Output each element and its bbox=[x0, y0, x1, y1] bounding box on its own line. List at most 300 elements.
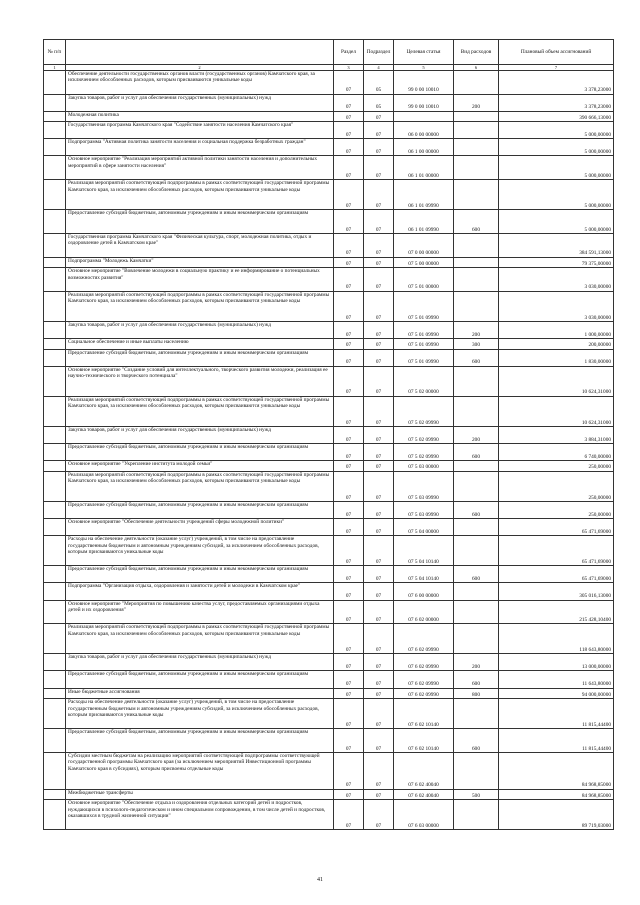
table-row bbox=[44, 600, 614, 624]
row-name-cell: Основное мероприятие "Обеспечение деятельности учреждений сферы молодежной политики" bbox=[66, 519, 334, 536]
row-target-article-cell: 07 6 02 40040 bbox=[394, 752, 454, 789]
table-row bbox=[44, 291, 614, 321]
table-row bbox=[44, 122, 614, 139]
row-amount-cell: 11 815,44400 bbox=[499, 729, 614, 753]
row-number-cell bbox=[44, 122, 66, 139]
row-section-cell: 07 bbox=[334, 349, 364, 366]
row-name-cell: Подпрограмма "Молодежь Камчатки" bbox=[66, 257, 334, 268]
row-expense-type-cell: 600 bbox=[454, 210, 499, 234]
row-name-cell: Подпрограмма "Организация отдыха, оздоровления и занятости детей и молодежи в Камчатском крае" bbox=[66, 583, 334, 600]
row-section-cell: 07 bbox=[334, 600, 364, 624]
row-expense-type-cell bbox=[454, 461, 499, 472]
row-expense-type-cell: 600 bbox=[454, 566, 499, 583]
row-amount-cell: 10 624,31000 bbox=[499, 366, 614, 396]
table-row bbox=[44, 800, 614, 830]
row-expense-type-cell bbox=[454, 600, 499, 624]
row-expense-type-cell: 600 bbox=[454, 444, 499, 461]
row-section-cell: 07 bbox=[334, 671, 364, 688]
row-expense-type-cell bbox=[454, 257, 499, 268]
row-number-cell bbox=[44, 654, 66, 671]
row-target-article-cell: 07 6 02 40040 bbox=[394, 789, 454, 800]
row-subsection-cell: 07 bbox=[364, 233, 394, 257]
row-amount-cell: 5 000,00000 bbox=[499, 210, 614, 234]
row-number-cell bbox=[44, 752, 66, 789]
header-section: Раздел bbox=[334, 40, 364, 65]
row-amount-cell: 250,00000 bbox=[499, 471, 614, 501]
row-target-article-cell: 07 6 02 00000 bbox=[394, 600, 454, 624]
row-number-cell bbox=[44, 699, 66, 729]
row-name-cell: Государственная программа Камчатского края "Содействие занятости населения Камчатского края" bbox=[66, 122, 334, 139]
row-section-cell: 07 bbox=[334, 139, 364, 156]
table-row bbox=[44, 519, 614, 536]
row-number-cell bbox=[44, 461, 66, 472]
row-amount-cell: 5 000,00000 bbox=[499, 122, 614, 139]
row-number-cell bbox=[44, 519, 66, 536]
row-name-cell: Социальное обеспечение и иные выплаты населению bbox=[66, 339, 334, 350]
row-target-article-cell: 07 5 03 00000 bbox=[394, 461, 454, 472]
row-section-cell: 07 bbox=[334, 122, 364, 139]
row-name-cell: Основное мероприятие "Укрепление института молодой семьи" bbox=[66, 461, 334, 472]
col-index: 6 bbox=[454, 65, 499, 71]
row-name-cell: Основное мероприятие "Реализация мероприятий активной политики занятости населения и дополнительных мероприятий в сфере занятости населения" bbox=[66, 156, 334, 180]
row-target-article-cell: 07 6 02 09990 bbox=[394, 624, 454, 654]
row-target-article-cell: 07 6 02 09990 bbox=[394, 671, 454, 688]
row-amount-cell: 3 030,00000 bbox=[499, 268, 614, 292]
row-target-article-cell: 07 5 01 00000 bbox=[394, 268, 454, 292]
row-amount-cell: 3 884,31000 bbox=[499, 427, 614, 444]
row-expense-type-cell bbox=[454, 624, 499, 654]
row-subsection-cell: 07 bbox=[364, 444, 394, 461]
row-target-article-cell: 07 5 02 09990 bbox=[394, 396, 454, 426]
row-expense-type-cell bbox=[454, 111, 499, 122]
table-row bbox=[44, 94, 614, 111]
row-name-cell: Подпрограмма "Активная политика занятости населения и социальная поддержка безработных граждан" bbox=[66, 139, 334, 156]
row-number-cell bbox=[44, 156, 66, 180]
row-target-article-cell: 07 5 00 00000 bbox=[394, 257, 454, 268]
table-row bbox=[44, 566, 614, 583]
table-row bbox=[44, 180, 614, 210]
row-expense-type-cell: 200 bbox=[454, 427, 499, 444]
row-target-article-cell: 07 5 04 10140 bbox=[394, 536, 454, 566]
row-expense-type-cell bbox=[454, 800, 499, 830]
row-amount-cell: 5 000,00000 bbox=[499, 156, 614, 180]
row-section-cell: 07 bbox=[334, 268, 364, 292]
row-name-cell: Предоставление субсидий бюджетным, автономным учреждениям и иным некоммерческим организациям bbox=[66, 729, 334, 753]
row-name-cell: Закупка товаров, работ и услуг для обеспечения государственных (муниципальных) нужд bbox=[66, 321, 334, 338]
row-section-cell: 07 bbox=[334, 366, 364, 396]
row-number-cell bbox=[44, 71, 66, 95]
row-name-cell: Закупка товаров, работ и услуг для обеспечения государственных (муниципальных) нужд bbox=[66, 427, 334, 444]
table-row bbox=[44, 268, 614, 292]
table-row bbox=[44, 501, 614, 518]
row-subsection-cell: 07 bbox=[364, 257, 394, 268]
row-section-cell: 07 bbox=[334, 339, 364, 350]
row-number-cell bbox=[44, 139, 66, 156]
table-row bbox=[44, 349, 614, 366]
row-name-cell: Основное мероприятие "Мероприятия по повышению качества услуг, предоставляемых организациями отдыха детей и их оздоровления" bbox=[66, 600, 334, 624]
row-name-cell: Предоставление субсидий бюджетным, автономным учреждениям и иным некоммерческим организациям bbox=[66, 210, 334, 234]
row-subsection-cell: 07 bbox=[364, 688, 394, 699]
row-section-cell: 07 bbox=[334, 427, 364, 444]
row-target-article-cell: 99 0 00 10010 bbox=[394, 94, 454, 111]
row-number-cell bbox=[44, 444, 66, 461]
row-name-cell: Предоставление субсидий бюджетным, автономным учреждениям и иным некоммерческим организациям bbox=[66, 349, 334, 366]
table-row bbox=[44, 210, 614, 234]
row-number-cell bbox=[44, 624, 66, 654]
row-number-cell bbox=[44, 536, 66, 566]
row-amount-cell: 390 666,13000 bbox=[499, 111, 614, 122]
row-subsection-cell: 07 bbox=[364, 699, 394, 729]
row-name-cell: Предоставление субсидий бюджетным, автономным учреждениям и иным некоммерческим организациям bbox=[66, 501, 334, 518]
row-name-cell: Реализация мероприятий соответствующей подпрограммы в рамках соответствующей государственной программы Камчатского края, за исключением обособленных расходов, которым присваиваются уникальные коды bbox=[66, 180, 334, 210]
row-target-article-cell: 06 1 01 09990 bbox=[394, 210, 454, 234]
row-target-article-cell: 06 1 01 09990 bbox=[394, 180, 454, 210]
table-row bbox=[44, 789, 614, 800]
row-amount-cell: 5 000,00000 bbox=[499, 180, 614, 210]
col-index: 5 bbox=[394, 65, 454, 71]
row-target-article-cell: 07 5 04 00000 bbox=[394, 519, 454, 536]
row-expense-type-cell bbox=[454, 233, 499, 257]
row-expense-type-cell bbox=[454, 71, 499, 95]
row-expense-type-cell bbox=[454, 471, 499, 501]
row-subsection-cell: 07 bbox=[364, 268, 394, 292]
row-subsection-cell: 07 bbox=[364, 156, 394, 180]
row-amount-cell: 65 471,69000 bbox=[499, 566, 614, 583]
row-number-cell bbox=[44, 94, 66, 111]
row-name-cell: Реализация мероприятий соответствующей подпрограммы в рамках соответствующей государственной программы Камчатского края, за исключением обособленных расходов, которым присваиваются уникальные коды bbox=[66, 471, 334, 501]
row-section-cell: 07 bbox=[334, 71, 364, 95]
table-row bbox=[44, 339, 614, 350]
row-amount-cell: 384 591,13000 bbox=[499, 233, 614, 257]
row-subsection-cell: 07 bbox=[364, 654, 394, 671]
row-amount-cell: 118 643,80000 bbox=[499, 624, 614, 654]
row-number-cell bbox=[44, 566, 66, 583]
row-section-cell: 07 bbox=[334, 752, 364, 789]
row-section-cell: 07 bbox=[334, 291, 364, 321]
row-number-cell bbox=[44, 729, 66, 753]
row-amount-cell: 3 378,23000 bbox=[499, 94, 614, 111]
table-row bbox=[44, 729, 614, 753]
row-expense-type-cell bbox=[454, 180, 499, 210]
row-amount-cell: 13 000,00000 bbox=[499, 654, 614, 671]
row-expense-type-cell: 200 bbox=[454, 321, 499, 338]
row-subsection-cell: 07 bbox=[364, 139, 394, 156]
row-expense-type-cell bbox=[454, 536, 499, 566]
table-row bbox=[44, 71, 614, 95]
row-subsection-cell: 05 bbox=[364, 94, 394, 111]
row-section-cell: 07 bbox=[334, 654, 364, 671]
row-number-cell bbox=[44, 427, 66, 444]
row-section-cell: 07 bbox=[334, 396, 364, 426]
row-section-cell: 07 bbox=[334, 566, 364, 583]
row-name-cell: Реализация мероприятий соответствующей подпрограммы в рамках соответствующей государственной программы Камчатского края, за исключением обособленных расходов, которым присваиваются уникальные коды bbox=[66, 624, 334, 654]
row-number-cell bbox=[44, 366, 66, 396]
header-name bbox=[66, 40, 334, 65]
row-target-article-cell: 07 5 02 09990 bbox=[394, 427, 454, 444]
row-expense-type-cell: 200 bbox=[454, 654, 499, 671]
row-amount-cell: 65 471,69000 bbox=[499, 536, 614, 566]
row-subsection-cell: 07 bbox=[364, 583, 394, 600]
table-row bbox=[44, 321, 614, 338]
col-index: 3 bbox=[334, 65, 364, 71]
row-amount-cell: 1 830,00000 bbox=[499, 349, 614, 366]
row-section-cell: 07 bbox=[334, 321, 364, 338]
row-subsection-cell: 07 bbox=[364, 501, 394, 518]
row-subsection-cell: 07 bbox=[364, 752, 394, 789]
row-subsection-cell: 07 bbox=[364, 291, 394, 321]
row-expense-type-cell bbox=[454, 291, 499, 321]
row-number-cell bbox=[44, 180, 66, 210]
row-section-cell: 07 bbox=[334, 111, 364, 122]
row-name-cell: Обеспечение деятельности государственных органов власти (государственных органов) Камчатского края, за исключением обособленных расходов, которым присваиваются уникальные коды bbox=[66, 71, 334, 95]
row-expense-type-cell bbox=[454, 268, 499, 292]
row-subsection-cell: 05 bbox=[364, 71, 394, 95]
row-amount-cell: 10 624,31000 bbox=[499, 396, 614, 426]
row-subsection-cell: 07 bbox=[364, 800, 394, 830]
row-target-article-cell: 07 6 02 09990 bbox=[394, 688, 454, 699]
row-number-cell bbox=[44, 471, 66, 501]
row-expense-type-cell bbox=[454, 396, 499, 426]
table-row bbox=[44, 624, 614, 654]
table-row bbox=[44, 654, 614, 671]
row-subsection-cell: 07 bbox=[364, 122, 394, 139]
row-target-article-cell: 07 5 04 10140 bbox=[394, 566, 454, 583]
table-row bbox=[44, 257, 614, 268]
row-amount-cell: 250,00000 bbox=[499, 461, 614, 472]
row-number-cell bbox=[44, 688, 66, 699]
header-target-article: Целевая статья bbox=[394, 40, 454, 65]
row-amount-cell: 84 968,85000 bbox=[499, 752, 614, 789]
row-target-article-cell: 07 6 03 00000 bbox=[394, 800, 454, 830]
row-section-cell: 07 bbox=[334, 156, 364, 180]
row-number-cell bbox=[44, 111, 66, 122]
row-name-cell: Предоставление субсидий бюджетным, автономным учреждениям и иным некоммерческим организациям bbox=[66, 444, 334, 461]
row-subsection-cell: 07 bbox=[364, 729, 394, 753]
row-amount-cell: 94 000,00000 bbox=[499, 688, 614, 699]
row-number-cell bbox=[44, 349, 66, 366]
row-expense-type-cell: 600 bbox=[454, 671, 499, 688]
row-number-cell bbox=[44, 291, 66, 321]
row-amount-cell: 11 643,80000 bbox=[499, 671, 614, 688]
row-subsection-cell: 07 bbox=[364, 210, 394, 234]
table-row bbox=[44, 233, 614, 257]
row-name-cell: Расходы на обеспечение деятельности (оказание услуг) учреждений, в том числе на предоставление государственным бюджетным и автономным учреждениям субсидий, за исключением обособленных расходов, которым присваиваются уникальные коды bbox=[66, 699, 334, 729]
row-target-article-cell: 07 5 01 09990 bbox=[394, 321, 454, 338]
row-name-cell: Основное мероприятие "Вовлечение молодежи в социальную практику и ее информирование о потенциальных возможностях развития" bbox=[66, 268, 334, 292]
row-expense-type-cell: 800 bbox=[454, 688, 499, 699]
row-name-cell: Предоставление субсидий бюджетным, автономным учреждениям и иным некоммерческим организациям bbox=[66, 671, 334, 688]
row-section-cell: 07 bbox=[334, 461, 364, 472]
row-section-cell: 07 bbox=[334, 257, 364, 268]
row-section-cell: 07 bbox=[334, 471, 364, 501]
table-row bbox=[44, 139, 614, 156]
row-target-article-cell: 07 6 02 10140 bbox=[394, 699, 454, 729]
page-number: 41 bbox=[317, 877, 323, 883]
row-section-cell: 07 bbox=[334, 519, 364, 536]
row-section-cell: 07 bbox=[334, 789, 364, 800]
row-expense-type-cell bbox=[454, 139, 499, 156]
row-expense-type-cell bbox=[454, 366, 499, 396]
row-expense-type-cell bbox=[454, 519, 499, 536]
row-number-cell bbox=[44, 396, 66, 426]
row-amount-cell: 3 378,23000 bbox=[499, 71, 614, 95]
row-number-cell bbox=[44, 789, 66, 800]
row-section-cell: 07 bbox=[334, 583, 364, 600]
table-row bbox=[44, 583, 614, 600]
row-amount-cell: 215 428,10400 bbox=[499, 600, 614, 624]
budget-table bbox=[43, 39, 614, 830]
row-section-cell: 07 bbox=[334, 501, 364, 518]
row-subsection-cell: 07 bbox=[364, 339, 394, 350]
row-expense-type-cell: 200 bbox=[454, 94, 499, 111]
row-expense-type-cell: 500 bbox=[454, 789, 499, 800]
row-name-cell: Субсидии местным бюджетам на реализацию мероприятий соответствующей подпрограммы соответствующей государственной программы Камчатского края (за исключением мероприятий Инвестиционной программы Камчатского края в субсидиях), которым присвоены отдельные коды bbox=[66, 752, 334, 789]
row-subsection-cell: 07 bbox=[364, 566, 394, 583]
header-expense-type: Вид расходов bbox=[454, 40, 499, 65]
col-index: 7 bbox=[499, 65, 614, 71]
row-amount-cell: 1 000,00000 bbox=[499, 321, 614, 338]
row-target-article-cell: 07 5 01 09990 bbox=[394, 349, 454, 366]
row-subsection-cell: 07 bbox=[364, 624, 394, 654]
row-number-cell bbox=[44, 321, 66, 338]
header-no: № п/п bbox=[44, 40, 66, 65]
row-section-cell: 07 bbox=[334, 800, 364, 830]
row-expense-type-cell bbox=[454, 699, 499, 729]
row-expense-type-cell: 300 bbox=[454, 339, 499, 350]
row-amount-cell: 65 471,69000 bbox=[499, 519, 614, 536]
row-subsection-cell: 07 bbox=[364, 471, 394, 501]
row-expense-type-cell bbox=[454, 583, 499, 600]
row-target-article-cell: 07 5 01 09990 bbox=[394, 339, 454, 350]
row-expense-type-cell: 600 bbox=[454, 501, 499, 518]
row-amount-cell: 89 719,03000 bbox=[499, 800, 614, 830]
row-name-cell: Иные бюджетные ассигнования bbox=[66, 688, 334, 699]
row-target-article-cell: 07 5 03 09990 bbox=[394, 501, 454, 518]
row-subsection-cell: 07 bbox=[364, 600, 394, 624]
table-row bbox=[44, 671, 614, 688]
row-expense-type-cell bbox=[454, 122, 499, 139]
row-subsection-cell: 07 bbox=[364, 427, 394, 444]
table-row bbox=[44, 699, 614, 729]
row-subsection-cell: 07 bbox=[364, 321, 394, 338]
row-section-cell: 07 bbox=[334, 699, 364, 729]
row-subsection-cell: 07 bbox=[364, 789, 394, 800]
row-name-cell: Предоставление субсидий бюджетным, автономным учреждениям и иным некоммерческим организациям bbox=[66, 566, 334, 583]
row-target-article-cell: 07 0 00 00000 bbox=[394, 233, 454, 257]
row-number-cell bbox=[44, 800, 66, 830]
row-name-cell: Расходы на обеспечение деятельности (оказание услуг) учреждений, в том числе на предоставление государственным бюджетным и автономным учреждениям субсидий, за исключением обособленных расходов, которым присваиваются уникальные коды bbox=[66, 536, 334, 566]
row-section-cell: 07 bbox=[334, 688, 364, 699]
row-number-cell bbox=[44, 501, 66, 518]
row-name-cell: Реализация мероприятий соответствующей подпрограммы в рамках соответствующей государственной программы Камчатского края, за исключением обособленных расходов, которым присваиваются уникальные коды bbox=[66, 396, 334, 426]
row-subsection-cell: 07 bbox=[364, 111, 394, 122]
row-amount-cell: 79 375,00000 bbox=[499, 257, 614, 268]
row-number-cell bbox=[44, 233, 66, 257]
table-header bbox=[44, 40, 614, 71]
row-number-cell bbox=[44, 257, 66, 268]
row-name-cell: Реализация мероприятий соответствующей подпрограммы в рамках соответствующей государственной программы Камчатского края, за исключением обособленных расходов, которым присваиваются уникальные коды bbox=[66, 291, 334, 321]
row-section-cell: 07 bbox=[334, 444, 364, 461]
row-section-cell: 07 bbox=[334, 536, 364, 566]
table-row bbox=[44, 396, 614, 426]
row-amount-cell: 250,00000 bbox=[499, 501, 614, 518]
table-row bbox=[44, 427, 614, 444]
header-amount: Плановый объем ассигнований bbox=[499, 40, 614, 65]
row-subsection-cell: 07 bbox=[364, 349, 394, 366]
row-name-cell: Межбюджетные трансферты bbox=[66, 789, 334, 800]
row-expense-type-cell bbox=[454, 752, 499, 789]
row-number-cell bbox=[44, 210, 66, 234]
row-target-article-cell: 06 0 00 00000 bbox=[394, 122, 454, 139]
row-target-article-cell: 07 6 00 00000 bbox=[394, 583, 454, 600]
row-amount-cell: 6 740,00000 bbox=[499, 444, 614, 461]
col-index: 1 bbox=[44, 65, 66, 71]
table-row bbox=[44, 752, 614, 789]
row-subsection-cell: 07 bbox=[364, 396, 394, 426]
row-name-cell: Государственная программа Камчатского края "Физическая культура, спорт, молодежная политика, отдых и оздоровление детей в Камчатском крае" bbox=[66, 233, 334, 257]
row-number-cell bbox=[44, 600, 66, 624]
row-name-cell: Молодежная политика bbox=[66, 111, 334, 122]
table-row bbox=[44, 536, 614, 566]
row-target-article-cell: 07 5 02 00000 bbox=[394, 366, 454, 396]
row-target-article-cell: 06 1 01 00000 bbox=[394, 156, 454, 180]
row-section-cell: 07 bbox=[334, 624, 364, 654]
row-amount-cell: 305 016,13000 bbox=[499, 583, 614, 600]
row-target-article-cell: 06 1 00 00000 bbox=[394, 139, 454, 156]
row-target-article-cell: 99 0 00 10010 bbox=[394, 71, 454, 95]
row-expense-type-cell: 600 bbox=[454, 349, 499, 366]
row-section-cell: 07 bbox=[334, 233, 364, 257]
row-section-cell: 07 bbox=[334, 180, 364, 210]
row-subsection-cell: 07 bbox=[364, 519, 394, 536]
row-target-article-cell: 07 6 02 09990 bbox=[394, 654, 454, 671]
row-subsection-cell: 07 bbox=[364, 366, 394, 396]
row-target-article-cell: 07 5 03 09990 bbox=[394, 471, 454, 501]
col-index: 2 bbox=[66, 65, 334, 71]
row-amount-cell: 84 968,85000 bbox=[499, 789, 614, 800]
row-amount-cell: 200,00000 bbox=[499, 339, 614, 350]
row-subsection-cell: 07 bbox=[364, 180, 394, 210]
row-target-article-cell: 07 6 02 10140 bbox=[394, 729, 454, 753]
table-row bbox=[44, 688, 614, 699]
table-row bbox=[44, 111, 614, 122]
row-amount-cell: 11 815,44400 bbox=[499, 699, 614, 729]
table-row bbox=[44, 444, 614, 461]
row-expense-type-cell bbox=[454, 156, 499, 180]
row-name-cell: Закупка товаров, работ и услуг для обеспечения государственных (муниципальных) нужд bbox=[66, 94, 334, 111]
row-section-cell: 07 bbox=[334, 210, 364, 234]
row-number-cell bbox=[44, 339, 66, 350]
row-target-article-cell bbox=[394, 111, 454, 122]
row-amount-cell: 5 000,00000 bbox=[499, 139, 614, 156]
row-name-cell: Закупка товаров, работ и услуг для обеспечения государственных (муниципальных) нужд bbox=[66, 654, 334, 671]
table-body bbox=[44, 71, 614, 830]
row-section-cell: 07 bbox=[334, 729, 364, 753]
row-amount-cell: 3 030,00000 bbox=[499, 291, 614, 321]
col-index: 4 bbox=[364, 65, 394, 71]
row-section-cell: 07 bbox=[334, 94, 364, 111]
table-row bbox=[44, 366, 614, 396]
row-expense-type-cell: 600 bbox=[454, 729, 499, 753]
table-row bbox=[44, 461, 614, 472]
row-number-cell bbox=[44, 671, 66, 688]
table-row bbox=[44, 156, 614, 180]
row-target-article-cell: 07 5 01 09990 bbox=[394, 291, 454, 321]
row-name-cell: Основное мероприятие "Создание условий для интеллектуального, творческого развития молодежи, реализация ее научно-технического и творческого потенциала" bbox=[66, 366, 334, 396]
header-subsection: Подраздел bbox=[364, 40, 394, 65]
row-subsection-cell: 07 bbox=[364, 461, 394, 472]
row-number-cell bbox=[44, 583, 66, 600]
